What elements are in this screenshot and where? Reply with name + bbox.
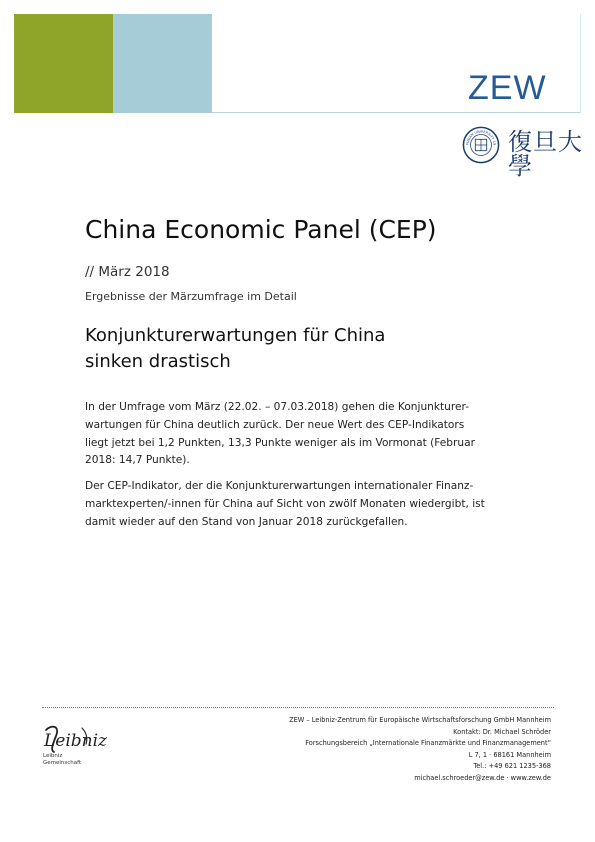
text-line: marktexperten/-innen für China auf Sicht von zwölf Monaten wiedergibt, ist: [85, 497, 485, 510]
paragraph-2: [85, 478, 485, 531]
seal-text: FUDAN UNIVERSITY 19: [465, 129, 497, 146]
headline-line: sinken drastisch: [85, 351, 231, 372]
text-line: Der CEP-Indikator, der die Konjunkturerwartungen internationaler Finanz-: [85, 480, 474, 493]
zew-logo: ZEW: [468, 69, 547, 107]
fudan-logo-text: 復旦大學: [508, 128, 583, 180]
issue-date: // März 2018: [85, 264, 170, 280]
text-line: wartungen für China deutlich zurück. Der neue Wert des CEP-Indikators: [85, 418, 465, 431]
leibniz-sub-line: Leibniz: [43, 753, 63, 759]
text-line: damit wieder auf den Stand von Januar 2018 zurückgefallen.: [85, 515, 408, 528]
header-green-block: [14, 14, 113, 113]
text-line: liegt jetzt bei 1,2 Punkten, 13,3 Punkte weniger als im Vormonat (Februar: [85, 436, 475, 449]
body-text: [85, 399, 485, 540]
header-band-line: [212, 112, 581, 113]
header-band-edge: [580, 14, 581, 113]
footer-contact-person: Kontakt: Dr. Michael Schröder: [453, 727, 551, 736]
page-subtitle: Ergebnisse der Märzumfrage im Detail: [85, 290, 297, 303]
footer-divider: [42, 707, 554, 708]
text-line: In der Umfrage vom März (22.02. – 07.03.2018) gehen die Konjunkturer-: [85, 401, 470, 413]
headline: [85, 323, 385, 375]
headline-line: Konjunkturerwartungen für China: [85, 325, 386, 346]
footer-address: L 7, 1 · 68161 Mannheim: [468, 750, 551, 759]
text-line: 2018: 14,7 Punkte).: [85, 454, 190, 467]
footer-institute: ZEW – Leibniz-Zentrum für Europäische Wirtschaftsforschung GmbH Mannheim: [289, 716, 551, 724]
leibniz-sub-line: Gemeinschaft: [43, 760, 82, 766]
leibniz-logo: Leibniz: [44, 731, 108, 751]
footer-contact: [191, 715, 551, 785]
footer-department: Forschungsbereich „Internationale Finanzmärkte und Finanzmanagement“: [305, 739, 551, 748]
page-title: China Economic Panel (CEP): [85, 215, 437, 244]
leibniz-subtitle: [43, 753, 81, 767]
paragraph-1: [85, 399, 475, 470]
fudan-seal-icon: [462, 126, 500, 164]
footer-email-web: michael.schroeder@zew.de · www.zew.de: [414, 773, 551, 782]
header-blue-block: [113, 14, 212, 113]
footer-phone: Tel.: +49 621 1235-368: [473, 762, 551, 771]
